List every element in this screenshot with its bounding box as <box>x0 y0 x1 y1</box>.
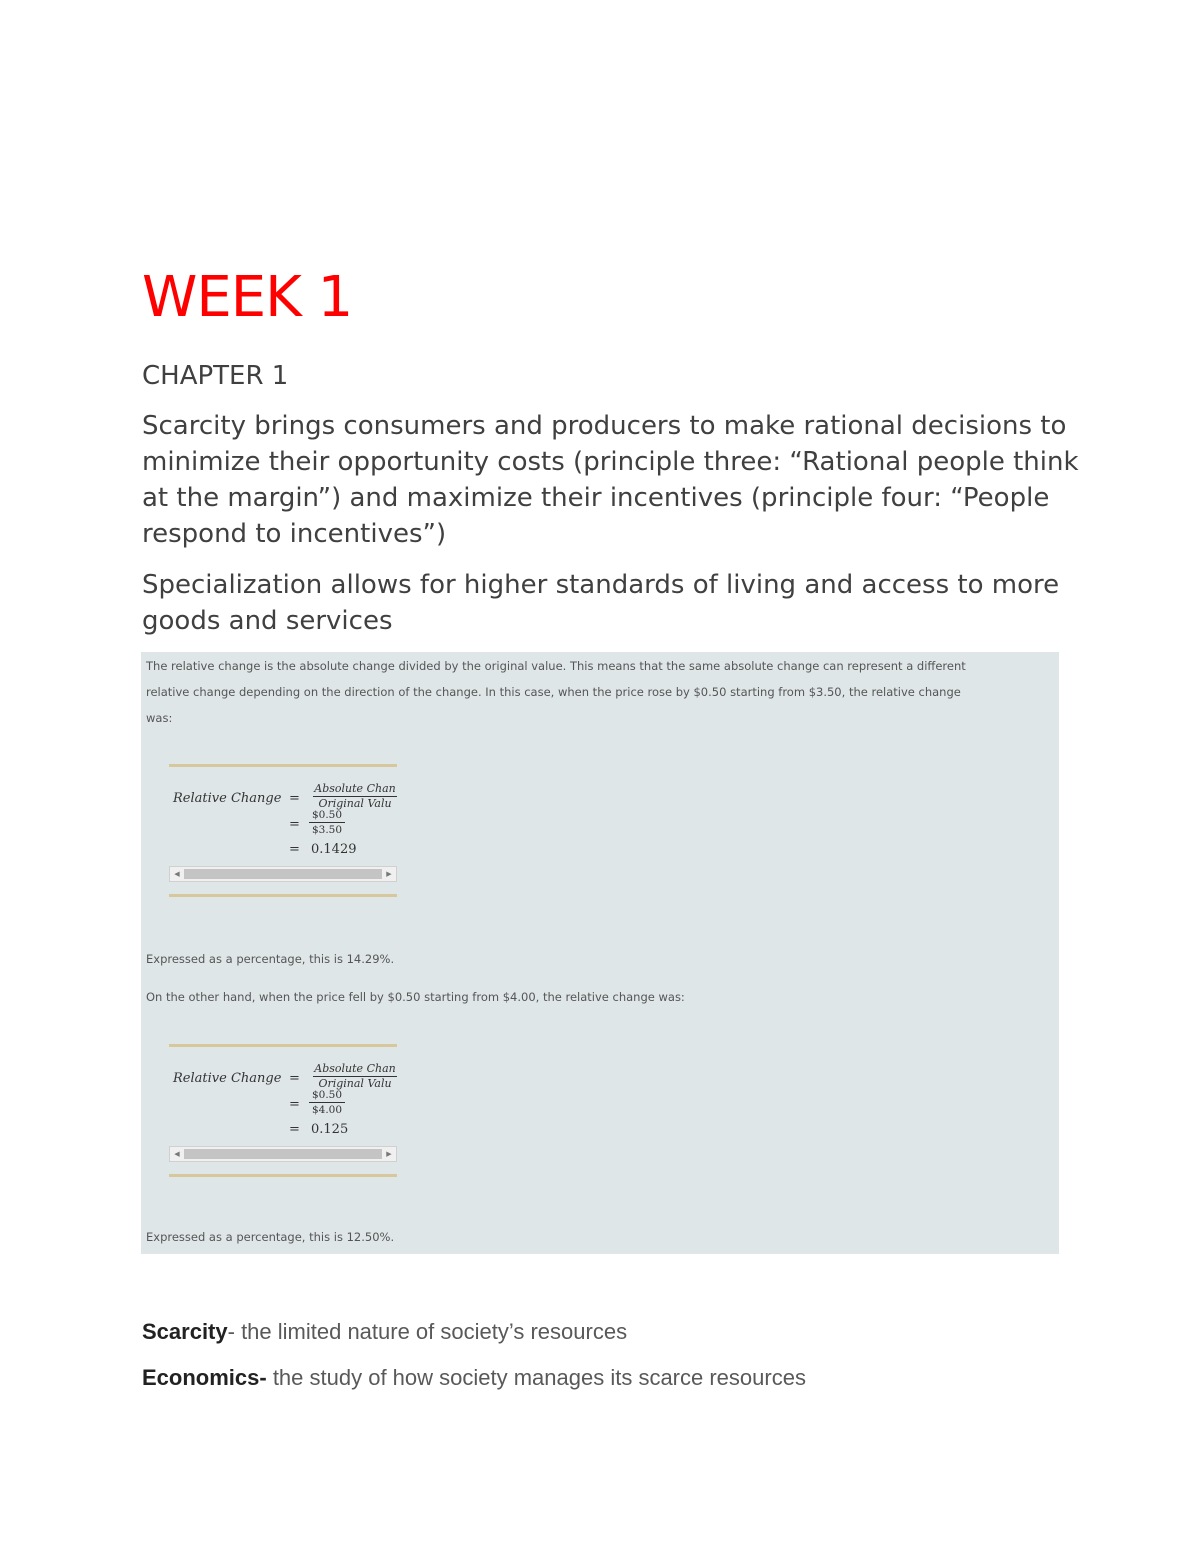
week-heading: WEEK 1 <box>142 265 353 330</box>
scrollbar-thumb[interactable] <box>184 869 382 879</box>
fraction-numerator: $0.50 <box>309 809 345 823</box>
equation-label: Relative Change <box>173 791 282 806</box>
fraction-denominator: $4.00 <box>311 1104 343 1116</box>
fraction-numerator: $0.50 <box>309 1089 345 1103</box>
definition-term: Scarcity <box>142 1319 228 1344</box>
value-fraction <box>309 1089 345 1116</box>
result-value: 0.1429 <box>311 842 357 857</box>
result-value: 0.125 <box>311 1122 349 1137</box>
chapter-heading: CHAPTER 1 <box>142 361 289 391</box>
formula-fraction <box>313 783 397 810</box>
equation-rule <box>169 894 397 897</box>
scrollbar-thumb[interactable] <box>184 1149 382 1159</box>
definition-text: the study of how society manages its scarce resources <box>266 1365 806 1390</box>
fraction-denominator: $3.50 <box>311 824 343 836</box>
formula-fraction <box>313 1063 397 1090</box>
equation-content <box>169 1047 397 1174</box>
paragraph-scarcity: Scarcity brings consumers and producers to make rational decisions to minimize their opportunity costs (principle three: “Rational people think at the margin”) and maximize their incentives (principle four: “People respond to incentives”) <box>142 411 1079 549</box>
equation-result <box>311 842 357 857</box>
panel-percentage-2: Expressed as a percentage, this is 12.50%. <box>146 1230 395 1244</box>
horizontal-scrollbar[interactable] <box>169 1146 397 1162</box>
equals-sign: = <box>289 1097 300 1112</box>
fraction-numerator: Absolute Chan <box>314 783 396 795</box>
embedded-screenshot-panel <box>141 652 1059 1254</box>
definition-economics <box>142 1363 806 1393</box>
equation-box-2 <box>169 1044 397 1177</box>
equals-sign: = <box>289 791 300 806</box>
scroll-left-icon[interactable]: ◀ <box>174 1150 180 1158</box>
scroll-right-icon[interactable]: ▶ <box>386 1150 392 1158</box>
equation-result <box>311 1122 348 1137</box>
equation-label: Relative Change <box>173 1071 282 1086</box>
equation-box-1 <box>169 764 397 897</box>
equals-sign: = <box>289 1122 300 1137</box>
panel-transition: On the other hand, when the price fell by $0.50 starting from $4.00, the relative change was: <box>146 990 685 1004</box>
definition-scarcity <box>142 1317 627 1347</box>
panel-intro-line-2: relative change depending on the direction of the change. In this case, when the price rose by $0.50 starting from $3.50, the relative change <box>146 685 961 699</box>
panel-intro-line-1: The relative change is the absolute change divided by the original value. This means that the same absolute change can represent a different <box>146 659 966 673</box>
scroll-right-icon[interactable]: ▶ <box>386 870 392 878</box>
fraction-denominator: Original Valu <box>318 1077 392 1090</box>
equals-sign: = <box>289 842 300 857</box>
definition-text: - the limited nature of society’s resources <box>227 1319 628 1344</box>
equation-content <box>169 767 397 894</box>
fraction-denominator: Original Valu <box>318 797 392 810</box>
scroll-left-icon[interactable]: ◀ <box>174 870 180 878</box>
equation-rule <box>169 1174 397 1177</box>
value-fraction <box>309 809 345 836</box>
panel-percentage-1: Expressed as a percentage, this is 14.29%. <box>146 952 395 966</box>
fraction-numerator: Absolute Chan <box>314 1063 396 1075</box>
equals-sign: = <box>289 1071 300 1086</box>
paragraph-specialization: Specialization allows for higher standards of living and access to more goods and services <box>142 570 1060 636</box>
equals-sign: = <box>289 817 300 832</box>
definition-term: Economics- <box>142 1365 267 1390</box>
horizontal-scrollbar[interactable] <box>169 866 397 882</box>
panel-intro-line-3: was: <box>146 711 173 725</box>
